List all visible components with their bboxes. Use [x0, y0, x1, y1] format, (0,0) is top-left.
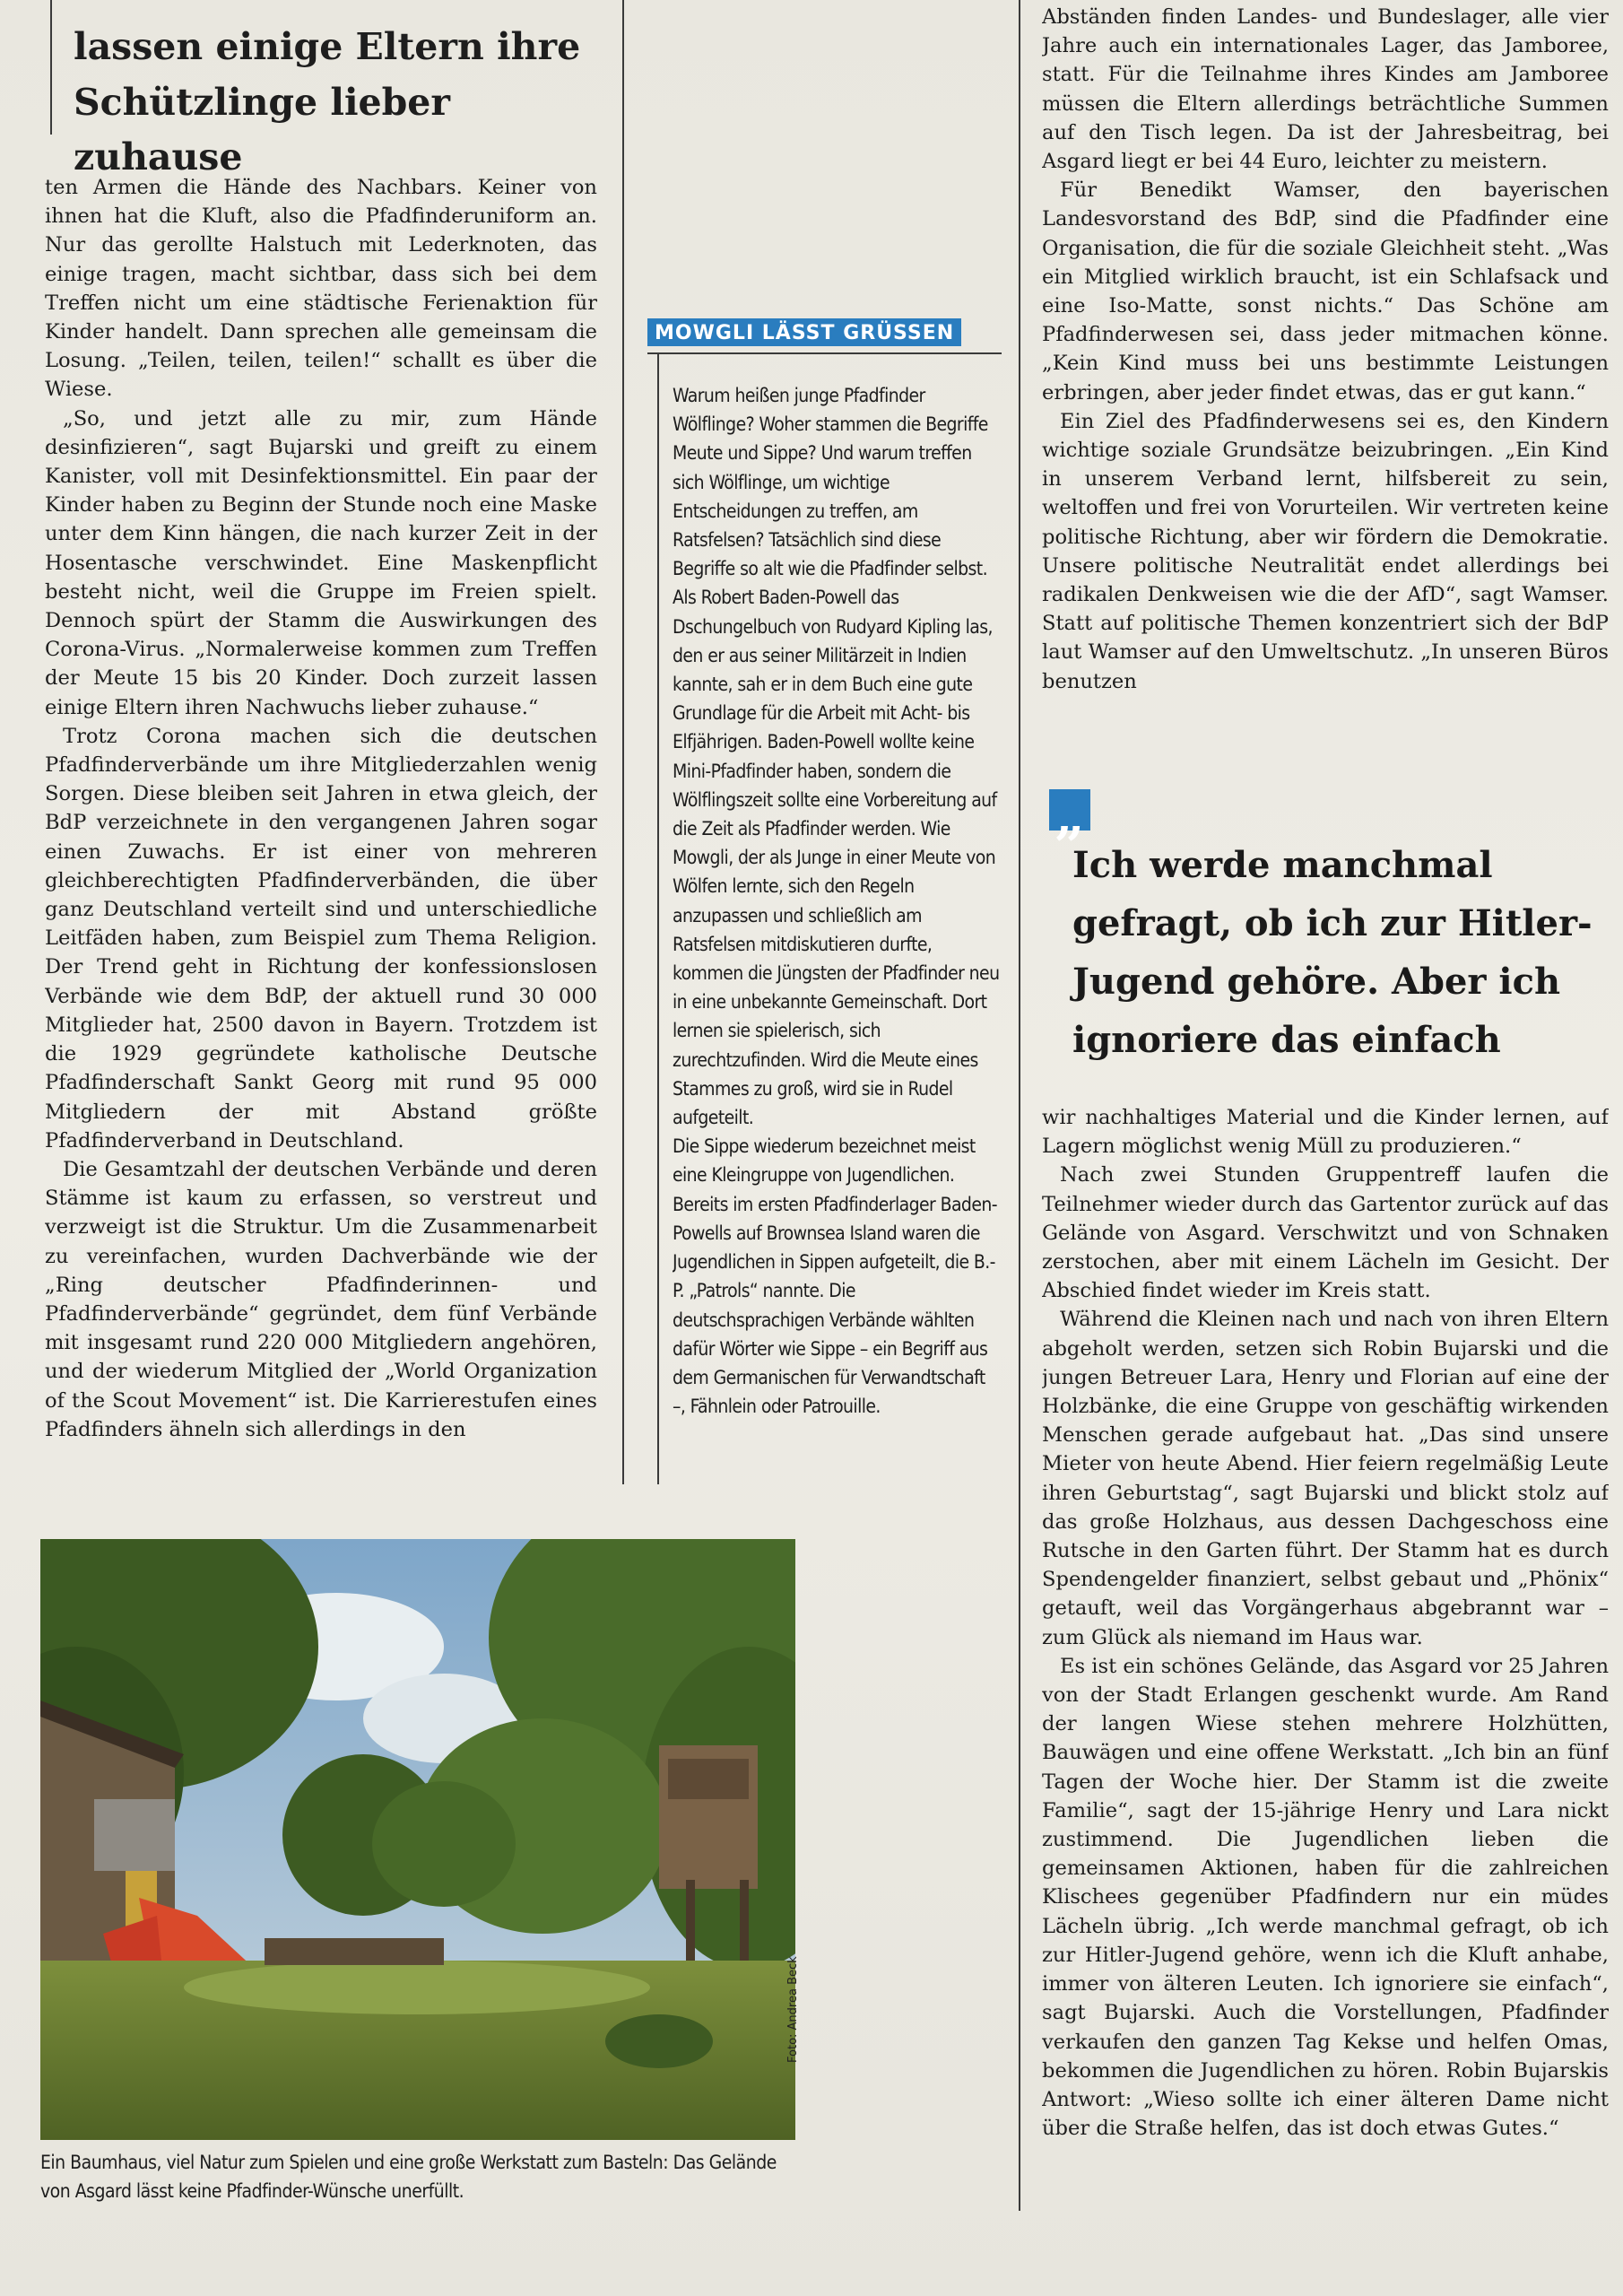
paragraph: Während die Kleinen nach und nach von ihren Eltern abgeholt werden, setzen sich Robin Bujarski und die jungen Betreuer Lara, Henry und Florian auf eine der Holzbänke, die eine Gruppe von geschäftig wirkenden Menschen gerade aufgebaut hat. „Das sind unsere Mieter von heute Abend. Hier feiern regelmäßig Leute ihren Geburtstag“, sagt Bujarski und blickt stolz auf das große Holzhaus, aus dessen Dachgeschoss eine Rutsche in den Garten führt. Der Stamm hat es durch Spendengelder finanziert, selbst gebaut und „Phönix“ getauft, weil das Vorgängerhaus abgebrannt war – zum Glück als niemand im Haus war.: [1042, 1308, 1609, 1649]
column-rule-1: [622, 0, 624, 1484]
paragraph: Es ist ein schönes Gelände, das Asgard vor 25 Jahren von der Stadt Erlangen geschenkt wurde. Am Rand der langen Wiese stehen mehrere Holzhütten, Bauwägen und eine offene Werkstatt. „Ich bin an fünf Tagen der Woche hier. Der Stamm ist die zweite Familie“, sagt der 15-jährige Henry und Lara nickt zustimmend. Die Jugendlichen lieben die gemeinsamen Aktionen, haben für die zahlreichen Klischees gegenüber Pfadfindern nur ein müdes Lächeln übrig. „Ich werde manchmal gefragt, ob ich zur Hitler-Jugend gehöre, wenn ich die Kluft anhabe, immer von älteren Leuten. Ich ignoriere sie einfach“, sagt Bujarski. Auch die Vorstellungen, Pfadfinder verkaufen den ganzen Tag Kekse und helfen Omas, bekommen die Jugendlichen zu hören. Robin Bujarskis Antwort: „Wieso sollte ich einer älteren Dame nicht über die Straße helfen, das ist doch etwas Gutes.“: [1042, 1654, 1609, 2141]
paragraph: Trotz Corona machen sich die deutschen Pfadfinderverbände um ihre Mitgliederzahlen wenig Sorgen. Diese bleiben seit Jahren in etwa gleich, der BdP verzeichnete in den vergangenen Jahren sogar einen Zuwachs. Er ist einer von mehreren gleichberechtigten Pfadfinderverbänden, die über ganz Deutschland verteilt sind und unterschiedliche Leitfäden haben, zum Beispiel zum Thema Religion. Der Trend geht in Richtung der konfessionslosen Verbände wie dem BdP, der aktuell rund 30 000 Mitglieder hat, 2500 davon in Bayern. Trotzdem ist die 1929 gegründete katholische Deutsche Pfadfinderschaft Sankt Georg mit rund 95 000 Mitgliedern der mit Abstand größte Pfadfinderverband in Deutschland.: [45, 724, 597, 1152]
paragraph: ten Armen die Hände des Nachbars. Keiner von ihnen hat die Kluft, also die Pfadfinderuniform an. Nur das gerollte Halstuch mit Lederknoten, das einige tragen, macht sichtbar, dass sich bei dem Treffen nicht um eine städtische Ferienaktion für Kinder handelt. Dann sprechen alle gemeinsam die Losung. „Teilen, teilen, teilen!“ schallt es über die Wiese.: [45, 176, 597, 402]
pull-quote: Ich werde manchmal gefragt, ob ich zur Hitler-Jugend gehöre. Aber ich ignoriere das einfach: [1072, 844, 1593, 1061]
photo-credit: Foto: Andrea Beck: [786, 1956, 800, 2063]
photo-caption: Ein Baumhaus, viel Natur zum Spielen und eine große Werkstatt zum Basteln: Das Gelände von Asgard lässt keine Pfadfinder-Wünsche unerfüllt.: [40, 2152, 777, 2202]
garden-photo: [40, 1539, 795, 2140]
info-box-label: MOWGLI LÄSST GRÜSSEN: [647, 318, 961, 346]
article-column-3-bottom: [1042, 1103, 1609, 2215]
box-left-rule: [657, 354, 659, 1484]
photo-illustration: [40, 1539, 795, 2140]
paragraph: Die Sippe wiederum bezeichnet meist eine Kleingruppe von Jugendlichen. Bereits im ersten Pfadfinderlager Baden-Powells auf Brownsea Island waren die Jugendlichen in Sippen aufgeteilt, die B.-P. „Patrols“ nannte. Die deutschsprachigen Verbände wählten dafür Wörter wie Sippe – ein Begriff aus dem Germanischen für Verwandtschaft –, Fähnlein oder Patrouille.: [673, 1135, 997, 1418]
article-column-3-top: [1042, 3, 1609, 756]
article-headline: lassen einige Eltern ihre Schützlinge lieber zuhause: [74, 25, 581, 178]
paragraph: Nach zwei Stunden Gruppentreff laufen die Teilnehmer wieder durch das Gartentor zurück auf das Gelände von Asgard. Verschwitzt und von Schnaken zerstochen, aber mit einem Lächeln im Gesicht. Der Abschied findet wieder im Kreis statt.: [1042, 1163, 1609, 1303]
info-box-text: [673, 381, 1000, 1484]
paragraph: Die Gesamtzahl der deutschen Verbände und deren Stämme ist kaum zu erfassen, so verstreut und verzweigt ist die Struktur. Um die Zusammenarbeit zu vereinfachen, wurden Dachverbände wie der „Ring deutscher Pfadfinderinnen- und Pfadfinderverbände“ gegründet, dem fünf Verbände mit insgesamt rund 220 000 Mitgliedern angehören, und der wiederum Mitglied der „World Organization of the Scout Movement“ ist. Die Karrierestufen eines Pfadfinders ähneln sich allerdings in den: [45, 1157, 597, 1441]
paragraph: „So, und jetzt alle zu mir, zum Hände desinfizieren“, sagt Bujarski und greift zu einem Kanister, voll mit Desinfektionsmittel. Ein paar der Kinder haben zu Beginn der Stunde noch eine Maske unter dem Kinn hängen, die nach kurzer Zeit in der Hosentasche verschwindet. Eine Maskenpflicht besteht nicht, weil die Gruppe im Freien spielt. Dennoch spürt der Stamm die Auswirkungen des Corona-Virus. „Normalerweise kommen zum Treffen der Meute 15 bis 20 Kinder. Doch zurzeit lassen einige Eltern ihren Nachwuchs lieber zuhause.“: [45, 406, 597, 719]
quote-mark-icon: „: [1049, 789, 1090, 831]
box-top-rule: [647, 352, 1002, 354]
column-rule-2: [1019, 0, 1020, 2211]
paragraph: Ein Ziel des Pfadfinderwesens sei es, den Kindern wichtige soziale Grundsätze beizubringen. „Ein Kind in unserem Verband lernt, hilfsbereit zu sein, weltoffen und frei von Vorurteilen. Wir vertreten keine politische Richtung, aber wir fördern die Demokratie. Unsere politische Neutralität endet allerdings bei radikalen Denkweisen wie die der AfD“, sagt Wamser. Statt auf politische Themen konzentriert sich der BdP laut Wamser auf den Umweltschutz. „In unseren Büros benutzen: [1042, 409, 1609, 693]
paragraph: wir nachhaltiges Material und die Kinder lernen, auf Lagern möglichst wenig Müll zu produzieren.“: [1042, 1106, 1609, 1159]
paragraph: Für Benedikt Wamser, den bayerischen Landesvorstand des BdP, sind die Pfadfinder eine Organisation, die für die soziale Gleichheit steht. „Was ein Mitglied wirklich braucht, ist ein Schlafsack und eine Iso-Matte, sonst nichts.“ Das Schöne am Pfadfinderwesen sei, dass jeder mitmachen könne. „Kein Kind muss bei uns bestimmte Leistungen erbringen, aber jeder findet etwas, das er gut kann.“: [1042, 178, 1609, 404]
headline-left-rule: [50, 0, 52, 135]
paragraph: Warum heißen junge Pfadfinder Wölflinge? Woher stammen die Begriffe Meute und Sippe? Und warum treffen sich Wölflinge, um wichtige Entscheidungen zu treffen, am Ratsfelsen? Tatsächlich sind diese Begriffe so alt wie die Pfadfinder selbst. Als Robert Baden-Powell das Dschungelbuch von Rudyard Kipling las, den er aus seiner Militärzeit in Indien kannte, sah er in dem Buch eine gute Grundlage für die Arbeit mit Acht- bis Elfjährigen. Baden-Powell wollte keine Mini-Pfadfinder haben, sondern die Wölflingszeit sollte eine Vorbereitung auf die Zeit als Pfadfinder werden. Wie Mowgli, der als Junge in einer Meute von Wölfen lernte, sich den Regeln anzupassen und schließlich am Ratsfelsen mitdiskutieren durfte, kommen die Jüngsten der Pfadfinder neu in eine unbekannte Gemeinschaft. Dort lernen sie spielerisch, sich zurechtzufinden. Wird die Meute eines Stammes zu groß, wird sie in Rudel aufgeteilt.: [673, 385, 1000, 1129]
article-column-1: [45, 173, 597, 1484]
paragraph: Abständen finden Landes- und Bundeslager, alle vier Jahre auch ein internationales Lager, das Jamboree, statt. Für die Teilnahme ihres Kindes am Jamboree müssen die Eltern allerdings beträchtliche Summen auf den Tisch legen. Da ist der Jahresbeitrag, bei Asgard liegt er bei 44 Euro, leichter zu meistern.: [1042, 5, 1609, 174]
